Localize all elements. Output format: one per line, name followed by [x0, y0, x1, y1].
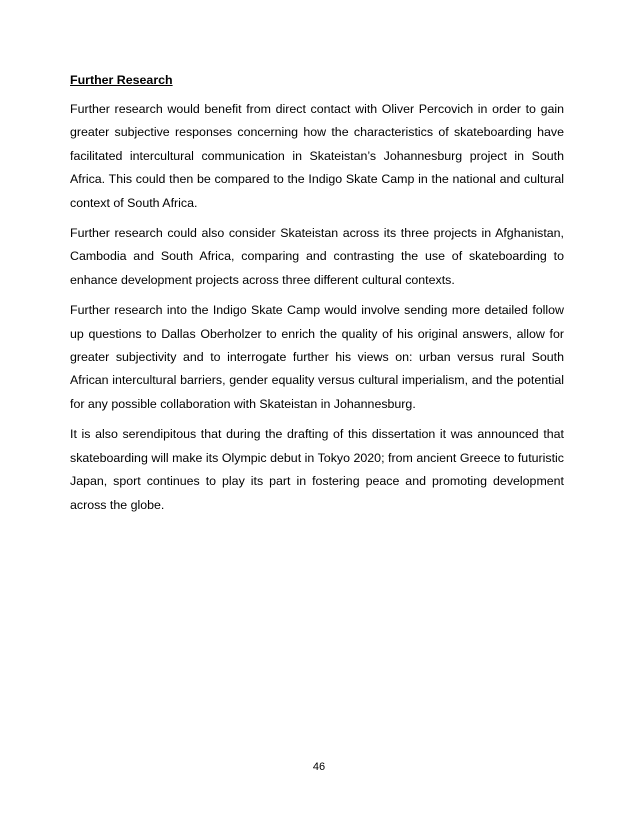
section-heading: Further Research — [70, 73, 173, 87]
paragraph-1: Further research would benefit from direct contact with Oliver Percovich in order to gain greater subjective responses concerning how the characteristics of skateboarding have facilitated intercultural communication in Skateistan’s Johannesburg project in South Africa. This could then be compared to the Indigo Skate Camp in the national and cultural context of South Africa. — [70, 102, 564, 210]
page-content — [70, 72, 564, 524]
paragraph-2: Further research could also consider Skateistan across its three projects in Afghanistan, Cambodia and South Africa, comparing and contrasting the use of skateboarding to enhance development projects across three different cultural contexts. — [70, 226, 564, 287]
page-number: 46 — [312, 761, 326, 773]
paragraph-4: It is also serendipitous that during the drafting of this dissertation it was announced that skateboarding will make its Olympic debut in Tokyo 2020; from ancient Greece to futuristic Japan, sport continues to play its part in fostering peace and promoting development across the globe. — [70, 427, 564, 512]
paragraph-3: Further research into the Indigo Skate Camp would involve sending more detailed follow up questions to Dallas Oberholzer to enrich the quality of his original answers, allow for greater subjectivity and to interrogate further his views on: urban versus rural South African intercultural barriers, gender equality versus cultural imperialism, and the potential for any possible collaboration with Skateistan in Johannesburg. — [70, 303, 564, 411]
